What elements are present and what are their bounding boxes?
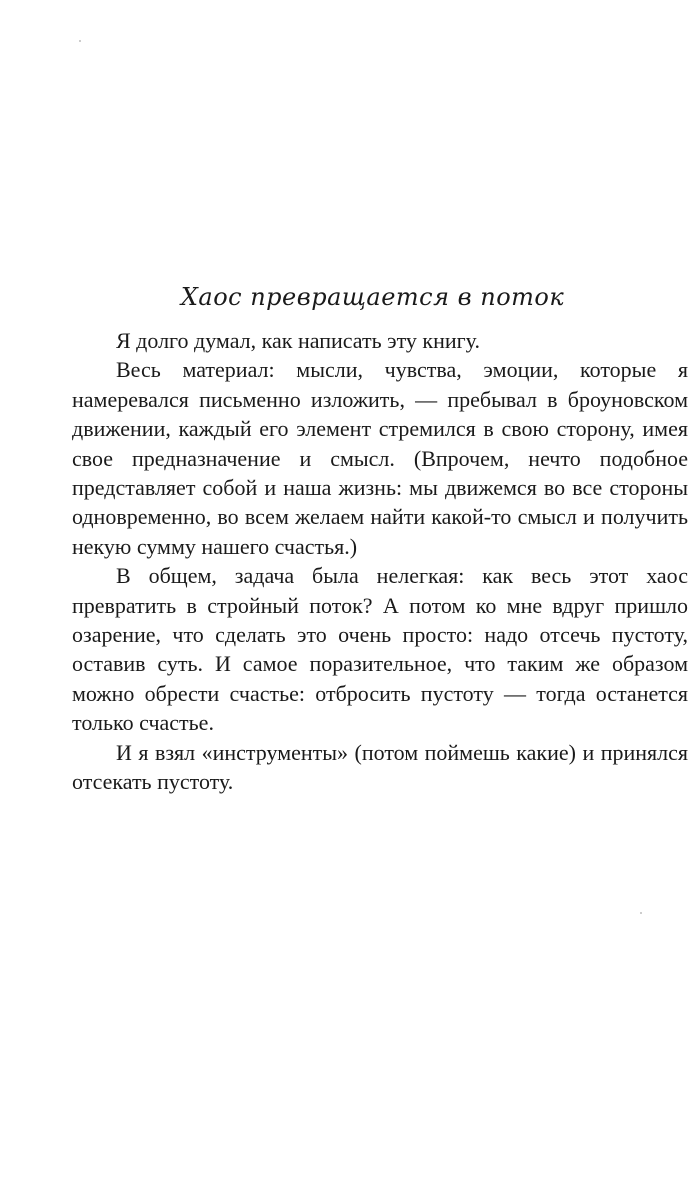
scan-speck — [640, 912, 642, 914]
scan-speck — [79, 40, 81, 42]
paragraph: В общем, задача была нелегкая: как весь этот хаос превратить в стройный поток? А потом ко мне вдруг пришло озарение, что сделать это очень просто: надо отсечь пустоту, оставив суть. И самое поразительное, что таким же образом можно обрести счастье: отбросить пустоту — тогда останется только счастье. — [72, 563, 688, 736]
chapter-body — [72, 326, 688, 797]
paragraph: И я взял «инструменты» (потом поймешь какие) и принялся отсекать пустоту. — [72, 739, 688, 795]
paragraph: Весь материал: мысли, чувства, эмоции, которые я намеревался письменно изложить, — пребывал в броуновском движении, каждый его элемент стремился в свою сторону, имея свое предназначение и смысл. (Впрочем, нечто подобное представляет собой и наша жизнь: мы движемся во все стороны одновременно, во всем желаем найти какой-то смысл и получить некую сумму нашего счастья.) — [72, 357, 688, 559]
chapter-title: Хаос превращается в поток — [180, 283, 565, 311]
paragraph: Я долго думал, как написать эту книгу. — [116, 328, 480, 353]
